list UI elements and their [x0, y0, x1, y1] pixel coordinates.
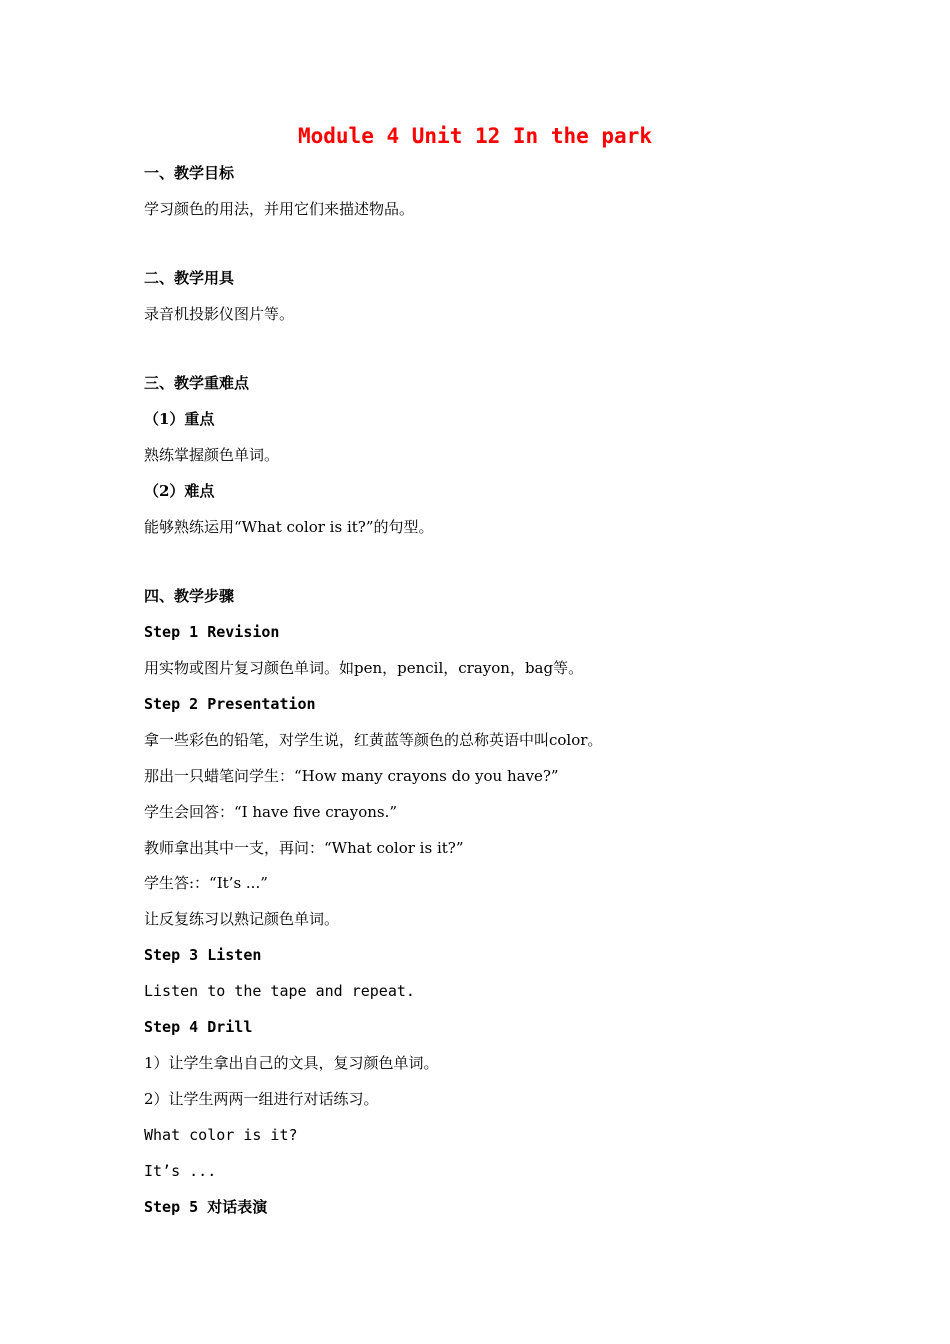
difficulty-heading: （2）难点 — [144, 482, 215, 500]
step4-line: What color is it? — [144, 1126, 298, 1144]
step2-line: 拿一些彩色的铅笔，对学生说，红黄蓝等颜色的总称英语中叫color。 — [144, 731, 603, 749]
step2-line: 那出一只蜡笔问学生：“How many crayons do you have?” — [144, 767, 559, 785]
difficulty-text: 能够熟练运用“What color is it?”的句型。 — [144, 518, 434, 536]
document-title: Module 4 Unit 12 In the park — [297, 124, 652, 148]
step2-line: 学生答:：“It’s ...” — [144, 874, 268, 892]
step1-text: 用实物或图片复习颜色单词。如pen，pencil，crayon，bag等。 — [144, 659, 584, 677]
step4-heading: Step 4 Drill — [144, 1018, 253, 1036]
tools-text: 录音机投影仪图片等。 — [144, 305, 295, 323]
section-heading-tools: 二、教学用具 — [144, 269, 235, 287]
step4-line: 1）让学生拿出自己的文具，复习颜色单词。 — [144, 1054, 439, 1072]
step2-line: 让反复练习以熟记颜色单词。 — [144, 910, 340, 928]
section-heading-steps: 四、教学步骤 — [144, 587, 235, 605]
key-point-heading: （1）重点 — [144, 410, 215, 428]
step4-line: It’s ... — [144, 1162, 217, 1180]
step1-heading: Step 1 Revision — [144, 623, 280, 641]
key-point-text: 熟练掌握颜色单词。 — [144, 446, 280, 464]
section-heading-key-points: 三、教学重难点 — [144, 374, 250, 392]
section-heading-objectives: 一、教学目标 — [144, 164, 235, 182]
step2-line: 教师拿出其中一支，再问：“What color is it?” — [144, 839, 464, 857]
step3-text: Listen to the tape and repeat. — [144, 982, 415, 1000]
step4-line: 2）让学生两两一组进行对话练习。 — [144, 1090, 379, 1108]
objectives-text: 学习颜色的用法，并用它们来描述物品。 — [144, 200, 415, 218]
step2-line: 学生会回答：“I have five crayons.” — [144, 803, 398, 821]
step2-heading: Step 2 Presentation — [144, 695, 316, 713]
step5-heading: Step 5 对话表演 — [144, 1198, 268, 1216]
step3-heading: Step 3 Listen — [144, 946, 262, 964]
